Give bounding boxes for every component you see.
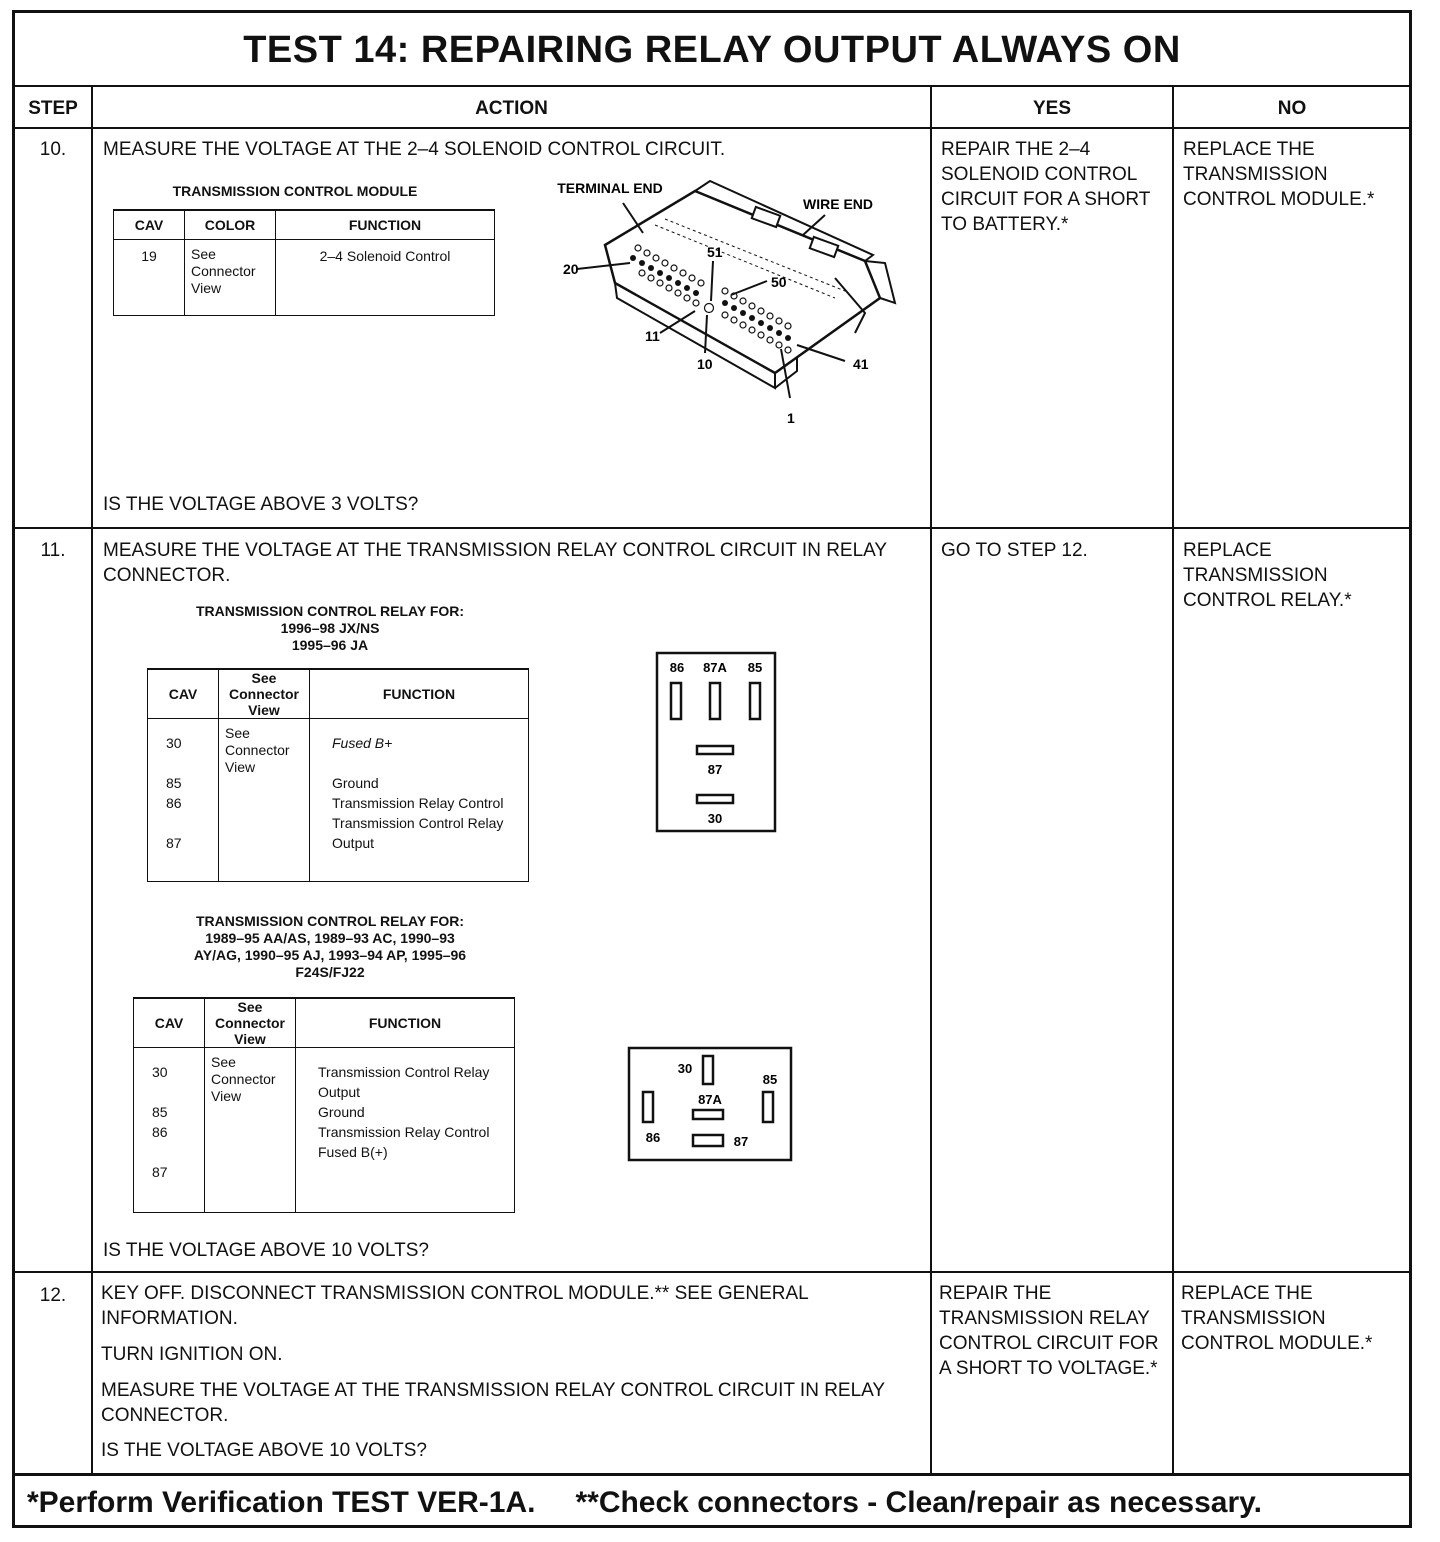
test-sheet: [12, 10, 1412, 1528]
step-12-action-2: TURN IGNITION ON.: [101, 1344, 283, 1365]
row-divider-12: [15, 1473, 1409, 1476]
row-divider-10: [15, 527, 1409, 529]
relay-2-diagram: [627, 1046, 797, 1164]
step-10-action: MEASURE THE VOLTAGE AT THE 2–4 SOLENOID CONTROL CIRCUIT.: [103, 139, 726, 160]
step-12-action-3: MEASURE THE VOLTAGE AT THE TRANSMISSION RELAY CONTROL CIRCUIT IN RELAY CONNECTOR.: [101, 1380, 885, 1426]
svg-text:86: 86: [669, 660, 685, 675]
page-title: TEST 14: REPAIRING RELAY OUTPUT ALWAYS ON: [15, 13, 1409, 87]
step-11-question: IS THE VOLTAGE ABOVE 10 VOLTS?: [103, 1240, 429, 1261]
svg-text:87A: 87A: [698, 1092, 722, 1107]
relay-1-title: TRANSMISSION CONTROL RELAY FOR: 1996–98 JX/NS 1995–96 JA: [195, 603, 465, 653]
step-12-action-1: KEY OFF. DISCONNECT TRANSMISSION CONTROL MODULE.** SEE GENERAL INFORMATION.: [101, 1283, 809, 1329]
col-divider-yes: [1172, 87, 1174, 1473]
col-divider-action: [930, 87, 932, 1473]
svg-text:85: 85: [747, 660, 763, 675]
step-11-number: 11.: [40, 540, 66, 561]
header-no: NO: [1277, 98, 1307, 119]
step-10-question: IS THE VOLTAGE ABOVE 3 VOLTS?: [103, 494, 419, 515]
pin-label-10: 10: [697, 356, 713, 372]
relay-1-pin-table: CAV See Connector View FUNCTION 30 85 86 87 See Connector View Fused B+ Ground Transmission Relay Control Transmission Control Relay Output: [147, 668, 529, 882]
relay-1-diagram: [655, 651, 780, 836]
step-10-number: 10.: [39, 139, 67, 160]
svg-text:87: 87: [707, 762, 723, 777]
footer-note-connectors: **Check connectors - Clean/repair as necessary.: [575, 1486, 1262, 1519]
pin-label-51: 51: [707, 244, 723, 260]
relay-2-pin-table: CAV See Connector View FUNCTION 30 85 86 87 See Connector View Transmission Control Relay Output Ground Transmission Relay Control Fused B(+): [133, 997, 515, 1213]
pin-label-1: 1: [787, 410, 795, 426]
step-10-pin-table: [113, 209, 495, 316]
step-11-yes: GO TO STEP 12.: [941, 540, 1088, 561]
cell-function: 2–4 Solenoid Control: [276, 240, 495, 316]
pin-label-11: 11: [645, 328, 660, 344]
svg-text:86: 86: [645, 1130, 661, 1145]
step-12-question: IS THE VOLTAGE ABOVE 10 VOLTS?: [101, 1440, 427, 1461]
svg-text:87: 87: [733, 1134, 749, 1149]
step-11-no: REPLACE TRANSMISSION CONTROL RELAY.*: [1183, 540, 1352, 611]
col-function: FUNCTION: [276, 210, 495, 240]
step-10-yes: REPAIR THE 2–4 SOLENOID CONTROL CIRCUIT FOR A SHORT TO BATTERY.*: [941, 139, 1151, 235]
svg-text:30: 30: [677, 1061, 693, 1076]
step-12-no: REPLACE THE TRANSMISSION CONTROL MODULE.*: [1181, 1283, 1373, 1354]
pin-label-50: 50: [771, 274, 787, 290]
svg-text:85: 85: [762, 1072, 778, 1087]
cell-color: See Connector View: [185, 240, 276, 316]
col-cav: CAV: [114, 210, 185, 240]
pin-label-20: 20: [563, 261, 579, 277]
label-wire-end: WIRE END: [803, 196, 873, 212]
step-10-module-title: TRANSMISSION CONTROL MODULE: [172, 183, 418, 199]
step-10-no: REPLACE THE TRANSMISSION CONTROL MODULE.*: [1183, 139, 1375, 210]
col-divider-step: [91, 87, 93, 1473]
cell-cav: 19: [114, 240, 185, 316]
footer-notes: [15, 1478, 1409, 1528]
label-terminal-end: TERMINAL END: [557, 180, 663, 196]
pin-label-41: 41: [853, 356, 869, 372]
tcm-connector-diagram: [535, 163, 915, 433]
relay-2-title: TRANSMISSION CONTROL RELAY FOR: 1989–95 AA/AS, 1989–93 AC, 1990–93 AY/AG, 1990–95 AJ, 1993–94 AP, 1995–96 F24S/FJ22: [193, 913, 467, 980]
footer-note-verification: *Perform Verification TEST VER-1A.: [27, 1486, 536, 1519]
step-12-yes: REPAIR THE TRANSMISSION RELAY CONTROL CIRCUIT FOR A SHORT TO VOLTAGE.*: [939, 1283, 1159, 1379]
step-12-number: 12.: [39, 1285, 67, 1306]
row-divider-11: [15, 1271, 1409, 1273]
header-action: ACTION: [475, 98, 548, 119]
header-yes: YES: [1032, 98, 1072, 119]
header-step: STEP: [28, 98, 78, 119]
step-11-action: MEASURE THE VOLTAGE AT THE TRANSMISSION RELAY CONTROL CIRCUIT IN RELAY CONNECTOR.: [103, 540, 887, 586]
svg-text:30: 30: [707, 811, 723, 826]
col-color: COLOR: [185, 210, 276, 240]
svg-text:87A: 87A: [703, 660, 727, 675]
